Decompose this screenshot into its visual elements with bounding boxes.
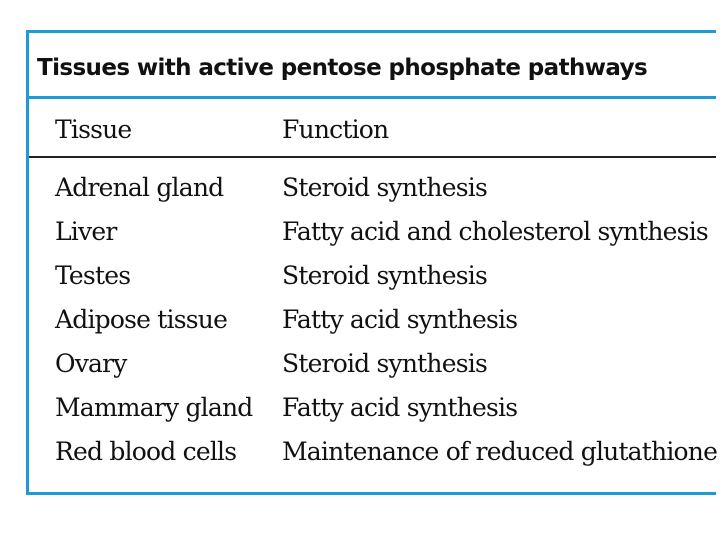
- table-title: Tissues with active pentose phosphate pathways: [37, 55, 648, 81]
- table-row-function: Steroid synthesis: [282, 173, 487, 202]
- table-row-tissue: Adrenal gland: [55, 173, 224, 202]
- table-row-tissue: Adipose tissue: [55, 305, 228, 334]
- table-row-function: Maintenance of reduced glutathione: [282, 437, 718, 466]
- table-row-function: Fatty acid and cholesterol synthesis: [282, 217, 708, 246]
- table-row-tissue: Red blood cells: [55, 437, 237, 466]
- table-row-function: Steroid synthesis: [282, 349, 487, 378]
- title-divider: [29, 96, 716, 99]
- table-row-tissue: Ovary: [55, 349, 127, 378]
- table-row-function: Fatty acid synthesis: [282, 393, 518, 422]
- table-frame: [26, 30, 716, 495]
- table-row-function: Fatty acid synthesis: [282, 305, 518, 334]
- header-divider: [29, 156, 716, 158]
- table-row-tissue: Mammary gland: [55, 393, 253, 422]
- column-header-tissue: Tissue: [55, 115, 132, 144]
- table-row-function: Steroid synthesis: [282, 261, 487, 290]
- table-row-tissue: Testes: [55, 261, 131, 290]
- column-header-function: Function: [282, 115, 389, 144]
- table-row-tissue: Liver: [55, 217, 117, 246]
